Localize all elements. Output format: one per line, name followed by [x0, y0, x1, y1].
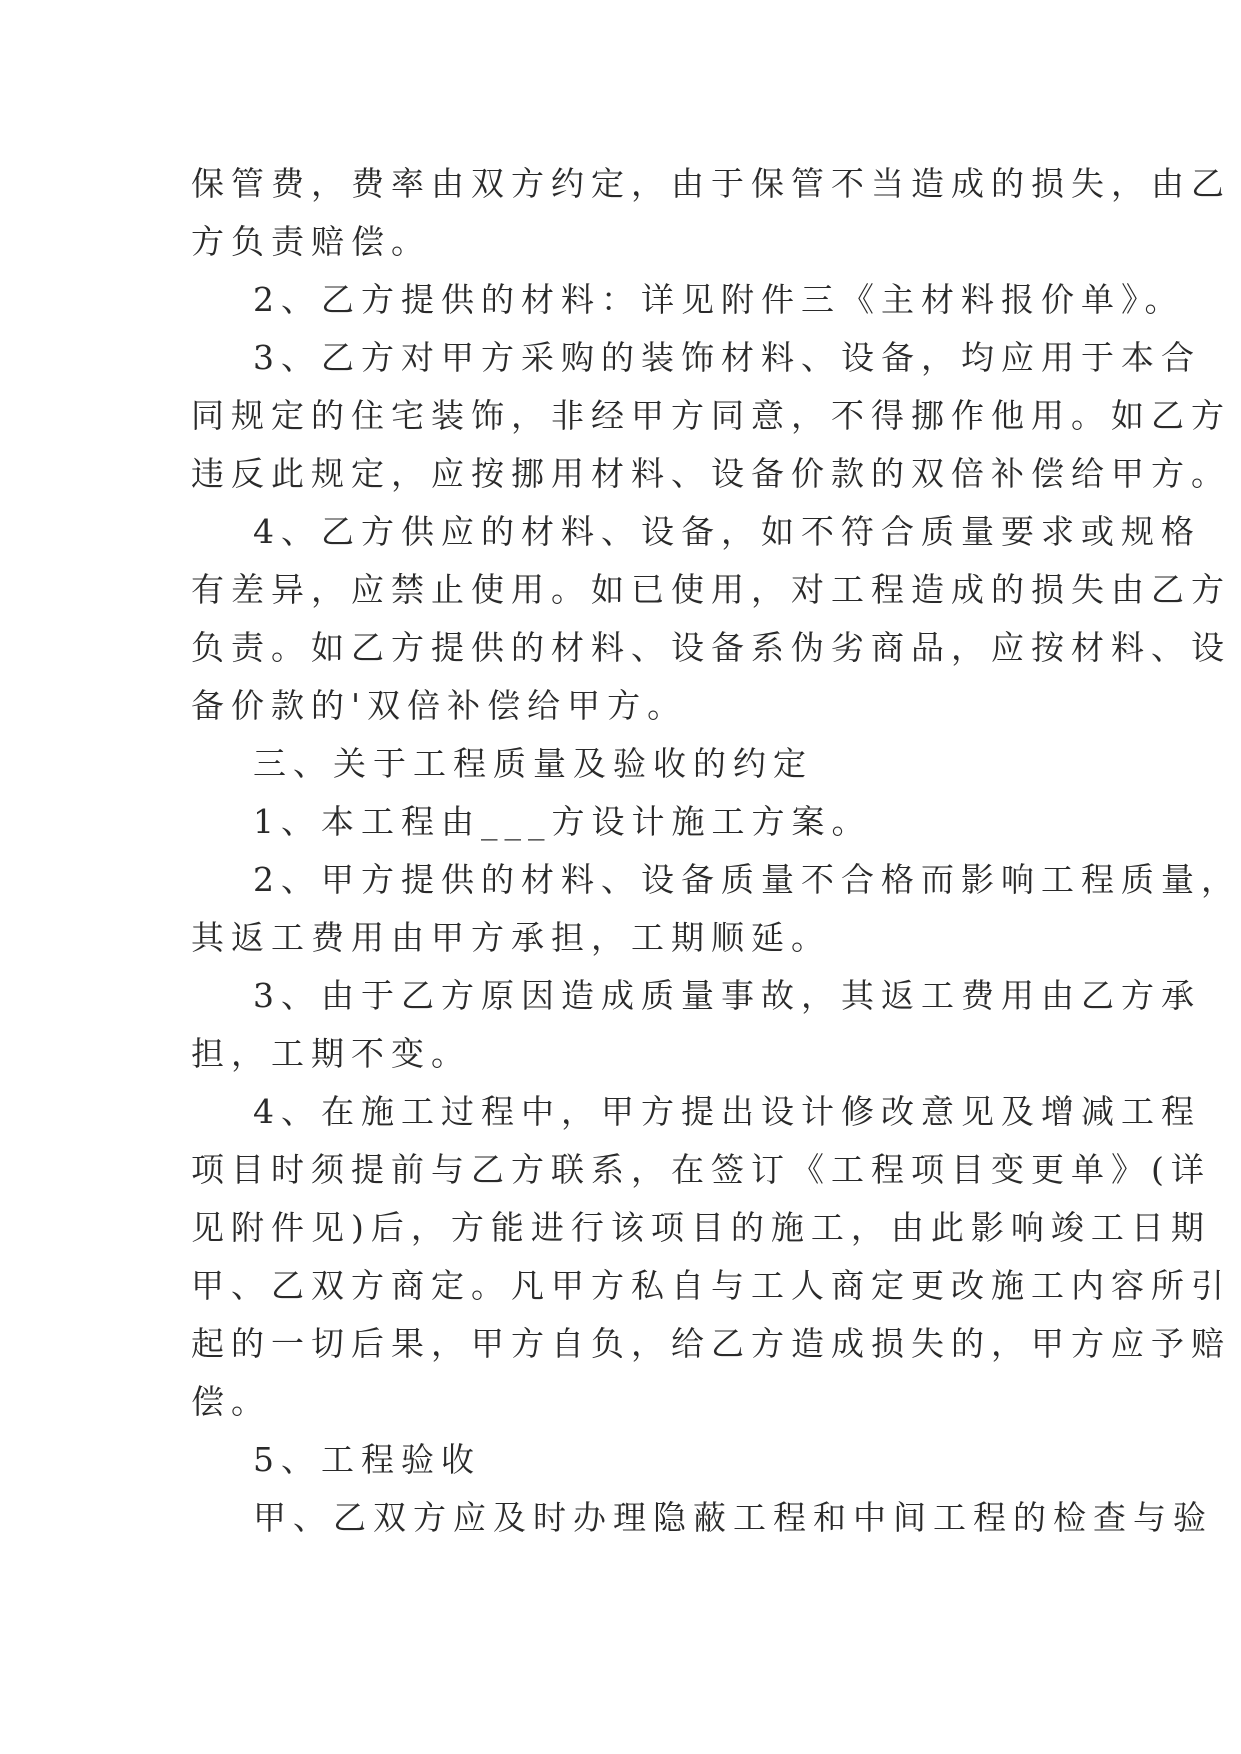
text-line: 2、乙方提供的材料：详见附件三《主材料报价单》。 — [253, 280, 1185, 319]
paragraph — [191, 1431, 1051, 1489]
text-line: 1、本工程由___方设计施工方案。 — [253, 802, 872, 841]
text-line: 5、工程验收 — [253, 1440, 481, 1479]
text-line: 起的一切后果，甲方自负，给乙方造成损失的，甲方应予赔 — [191, 1324, 1231, 1363]
text-line: 甲、乙双方应及时办理隐蔽工程和中间工程的检查与验 — [253, 1498, 1213, 1537]
text-line: 担，工期不变。 — [191, 1034, 471, 1073]
paragraph — [191, 851, 1241, 967]
paragraph — [191, 155, 1231, 271]
text-line: 负责。如乙方提供的材料、设备系伪劣商品，应按材料、设 — [191, 628, 1231, 667]
text-line: 3、乙方对甲方采购的装饰材料、设备，均应用于本合 — [253, 338, 1201, 377]
paragraph — [191, 503, 1231, 735]
text-line: 同规定的住宅装饰，非经甲方同意，不得挪作他用。如乙方 — [191, 396, 1231, 435]
text-line: 有差异，应禁止使用。如已使用，对工程造成的损失由乙方 — [191, 570, 1231, 609]
text-line: 保管费，费率由双方约定，由于保管不当造成的损失，由乙 — [191, 164, 1231, 203]
paragraph — [191, 735, 1051, 793]
text-line: 违反此规定，应按挪用材料、设备价款的双倍补偿给甲方。 — [191, 454, 1231, 493]
text-line: 三、关于工程质量及验收的约定 — [253, 744, 813, 783]
paragraph — [191, 1083, 1231, 1431]
document-body — [191, 155, 1241, 1547]
text-line: 甲、乙双方商定。凡甲方私自与工人商定更改施工内容所引 — [191, 1266, 1231, 1305]
text-line: 4、乙方供应的材料、设备，如不符合质量要求或规格 — [253, 512, 1201, 551]
text-line: 4、在施工过程中，甲方提出设计修改意见及增减工程 — [253, 1092, 1201, 1131]
text-line: 3、由于乙方原因造成质量事故，其返工费用由乙方承 — [253, 976, 1201, 1015]
paragraph — [191, 967, 1201, 1083]
text-line: 其返工费用由甲方承担，工期顺延。 — [191, 918, 831, 957]
paragraph — [191, 793, 1051, 851]
paragraph — [191, 1489, 1213, 1547]
text-line: 方负责赔偿。 — [191, 222, 431, 261]
paragraph — [191, 329, 1231, 503]
text-line: 2、甲方提供的材料、设备质量不合格而影响工程质量， — [253, 860, 1241, 899]
text-line: 备价款的'双倍补偿给甲方。 — [191, 686, 688, 725]
text-line: 项目时须提前与乙方联系，在签订《工程项目变更单》(详 — [191, 1150, 1211, 1189]
text-line: 见附件见)后，方能进行该项目的施工，由此影响竣工日期 — [191, 1208, 1211, 1247]
paragraph — [191, 271, 1185, 329]
text-line: 偿。 — [191, 1382, 271, 1421]
document-page — [191, 155, 1241, 1547]
